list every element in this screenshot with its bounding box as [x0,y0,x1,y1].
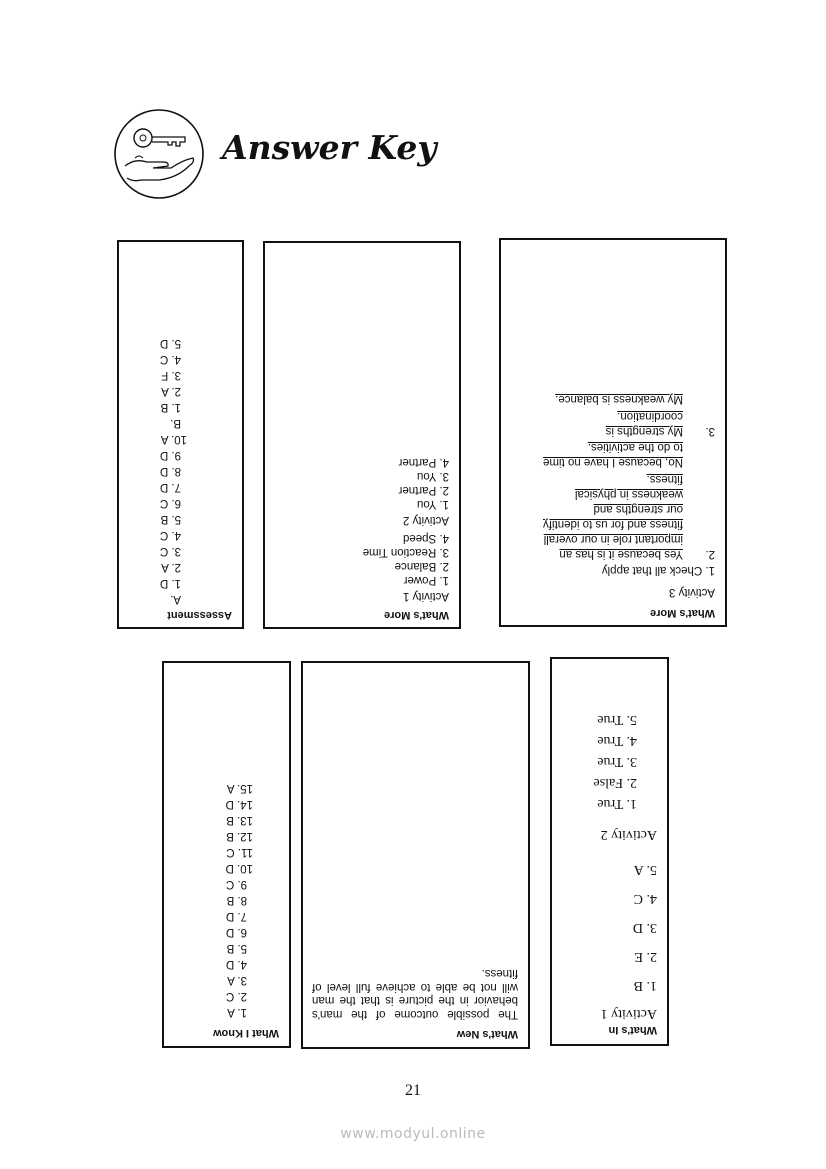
list-item: 5. A [633,862,657,877]
list-item: 4. C [633,891,657,906]
what-i-know-heading: What I Know [213,1027,279,1039]
list-item: 4. True [597,733,637,748]
answer-line: our strengths and [593,503,683,515]
list-item: 1. A [227,1006,247,1018]
list-item: 15. A [226,782,253,794]
list-item: 8. D [159,465,181,477]
activity-label: Activity 1 [600,1006,657,1021]
list-item: 5. B [160,513,181,525]
answer-line: My strengths is [605,425,683,437]
whats-new-answer: The possible outcome of the man's behavior in the picture is that the man will not be able to achieve full level of fitness. [312,967,518,1020]
answer-line: My weakness is balance. [555,393,683,405]
answer-line: coordination. [617,410,683,422]
list-item: 2. Balance [394,560,449,572]
whats-in-box [550,657,669,1046]
whats-in-heading: What's In [608,1024,657,1036]
list-item: 3. C [159,545,181,557]
list-item: 7. D [225,910,247,922]
list-item: 3. You [417,470,449,482]
list-item: 1. D [159,577,181,589]
list-item-number: 3. [705,425,715,437]
list-item: 4. C [159,353,181,365]
whats-new-box [301,661,530,1049]
page-title: Answer Key [222,128,437,167]
list-item: 2. A [161,385,181,397]
list-item: 3. D [632,920,657,935]
list-item: 1. Check all that apply [601,564,715,576]
list-item: 2. C [225,990,247,1002]
watermark: www.modyul.online [340,1126,486,1142]
list-item: 10. D [225,862,253,874]
whats-more-activities-box [263,241,461,629]
list-item: 4. Partner [398,456,449,468]
whats-new-heading: What's New [456,1028,518,1040]
answer-line: fitness. [646,473,683,485]
list-item: 9. D [159,449,181,461]
key-in-hand-icon [113,108,205,200]
list-item: 3. F [161,369,181,381]
activity-label: Activity 2 [600,827,657,842]
list-item: 11. C [226,846,253,858]
list-item: 1. You [417,498,449,510]
list-item: 3. A [227,974,247,986]
answer-line: weakness in physical [574,488,683,500]
list-item: 1. Power [403,574,449,586]
list-item: 7. D [159,481,181,493]
list-item: 6. D [225,926,247,938]
list-item: 1. B [633,978,657,993]
whats-more-heading: What's More [650,607,715,619]
list-item: 5. B [226,942,247,954]
list-item: 2. E [634,949,657,964]
activity-label: Activity 3 [668,586,715,598]
list-item: 8. B [226,894,247,906]
list-item: 1. B [160,401,181,413]
answer-line: Yes because it is has an [559,548,683,560]
answer-line: important role in our overall [543,533,683,545]
list-item: 2. A [161,561,181,573]
list-item: 2. False [593,775,637,790]
page-number: 21 [405,1082,421,1099]
list-item: 1. True [597,796,637,811]
list-item: 4. D [225,958,247,970]
list-item: 5. D [159,337,181,349]
whats-more-activity3-box [499,238,727,627]
list-item: 14. D [225,798,253,810]
list-item: 3. True [597,754,637,769]
assessment-a-label: A. [170,593,181,605]
answer-line: No, because I have no time [543,456,683,468]
activity-label: Activity 1 [402,590,449,602]
list-item: 4. Speed [402,532,449,544]
assessment-b-label: B. [170,417,181,429]
assessment-box [117,240,244,629]
list-item: 2. Partner [398,484,449,496]
list-item: 5. True [597,712,637,727]
whats-more-heading: What's More [384,609,449,621]
answer-line: to do the activities. [587,441,683,453]
what-i-know-box [162,661,291,1048]
list-item: 9. C [225,878,247,890]
list-item: 6. C [159,497,181,509]
list-item: 4. C [159,529,181,541]
assessment-heading: Assessment [167,609,232,621]
list-item-number: 2. [705,548,715,560]
answer-line: fitness and for us to identify [543,518,683,530]
activity-label: Activity 2 [402,514,449,526]
list-item: 3. Reaction Time [362,546,449,558]
list-item: 13. B [226,814,253,826]
list-item: 12. B [226,830,253,842]
list-item: 10. A [160,433,187,445]
